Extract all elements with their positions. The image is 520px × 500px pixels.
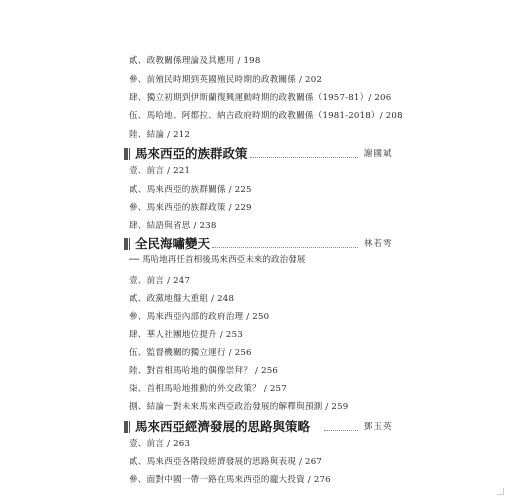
toc-entry: 參、馬來西亞內部的政府治理 / 250 bbox=[129, 312, 270, 322]
toc-entry: 貳、政黨地盤大重組 / 248 bbox=[129, 294, 235, 304]
toc-entry: 壹、前言 / 221 bbox=[129, 166, 191, 176]
chapter-title: 馬來西亞經濟發展的思路與策略 bbox=[135, 419, 311, 434]
chapter-subtitle: ── 馬哈地再任首相後馬來西亞未來的政治發展 bbox=[129, 255, 306, 265]
dotted-leader bbox=[250, 157, 358, 158]
toc-entry: 陸、對首相馬哈地的偶像崇拜？ / 256 bbox=[129, 366, 279, 376]
toc-entry: 參、馬來西亞的族群政策 / 229 bbox=[129, 203, 252, 213]
chapter-author: 鄧玉英 bbox=[364, 422, 393, 432]
toc-entry: 貳、馬來西亞的族群關係 / 225 bbox=[129, 185, 252, 195]
toc-entry: 肆、華人社團地位提升 / 253 bbox=[129, 330, 243, 340]
chapter-bar-decoration bbox=[124, 421, 128, 433]
corner-crop-mark bbox=[497, 488, 504, 495]
chapter-heading bbox=[124, 236, 396, 252]
toc-entry: 參、面對中國一帶一路在馬來西亞的龐大投資 / 276 bbox=[129, 475, 331, 485]
chapter-heading bbox=[124, 419, 396, 435]
toc-entry: 捌、結論－對未來馬來西亞政治發展的解釋與預測 / 259 bbox=[129, 402, 349, 412]
chapter-title: 全民海嘯變天 bbox=[135, 236, 211, 251]
chapter-bar-decoration bbox=[124, 148, 128, 160]
toc-entry: 壹、前言 / 263 bbox=[129, 439, 191, 449]
toc-entry: 壹、前言 / 247 bbox=[129, 276, 191, 286]
toc-entry: 貳、馬來西亞各階段經濟發展的思路與表現 / 267 bbox=[129, 457, 323, 467]
toc-entry: 參、前殖民時期到英國殖民時期的政教關係 / 202 bbox=[129, 75, 323, 85]
dotted-leader bbox=[212, 247, 358, 248]
toc-entry: 肆、結語與省思 / 238 bbox=[129, 221, 217, 231]
chapter-author: 林若雩 bbox=[364, 239, 393, 249]
toc-entry: 肆、獨立初期到伊斯蘭復興運動時期的政教關係（1957-81）/ 206 bbox=[129, 93, 392, 103]
toc-entry: 伍、監督機關的獨立運行 / 256 bbox=[129, 348, 252, 358]
toc-entry: 伍、馬哈地、阿都拉、納吉政府時期的政教關係（1981-2018）/ 208 bbox=[129, 111, 403, 121]
chapter-author: 謝國斌 bbox=[364, 149, 393, 159]
toc-entry: 柒、首相馬哈地推動的外交政策？ / 257 bbox=[129, 384, 287, 394]
toc-entry: 貳、政教關係理論及其應用 / 198 bbox=[129, 56, 261, 66]
chapter-bar-decoration bbox=[124, 238, 128, 250]
toc-entry: 陸、結論 / 212 bbox=[129, 130, 191, 140]
chapter-heading bbox=[124, 146, 396, 162]
chapter-title: 馬來西亞的族群政策 bbox=[135, 146, 248, 161]
dotted-leader bbox=[324, 430, 358, 431]
